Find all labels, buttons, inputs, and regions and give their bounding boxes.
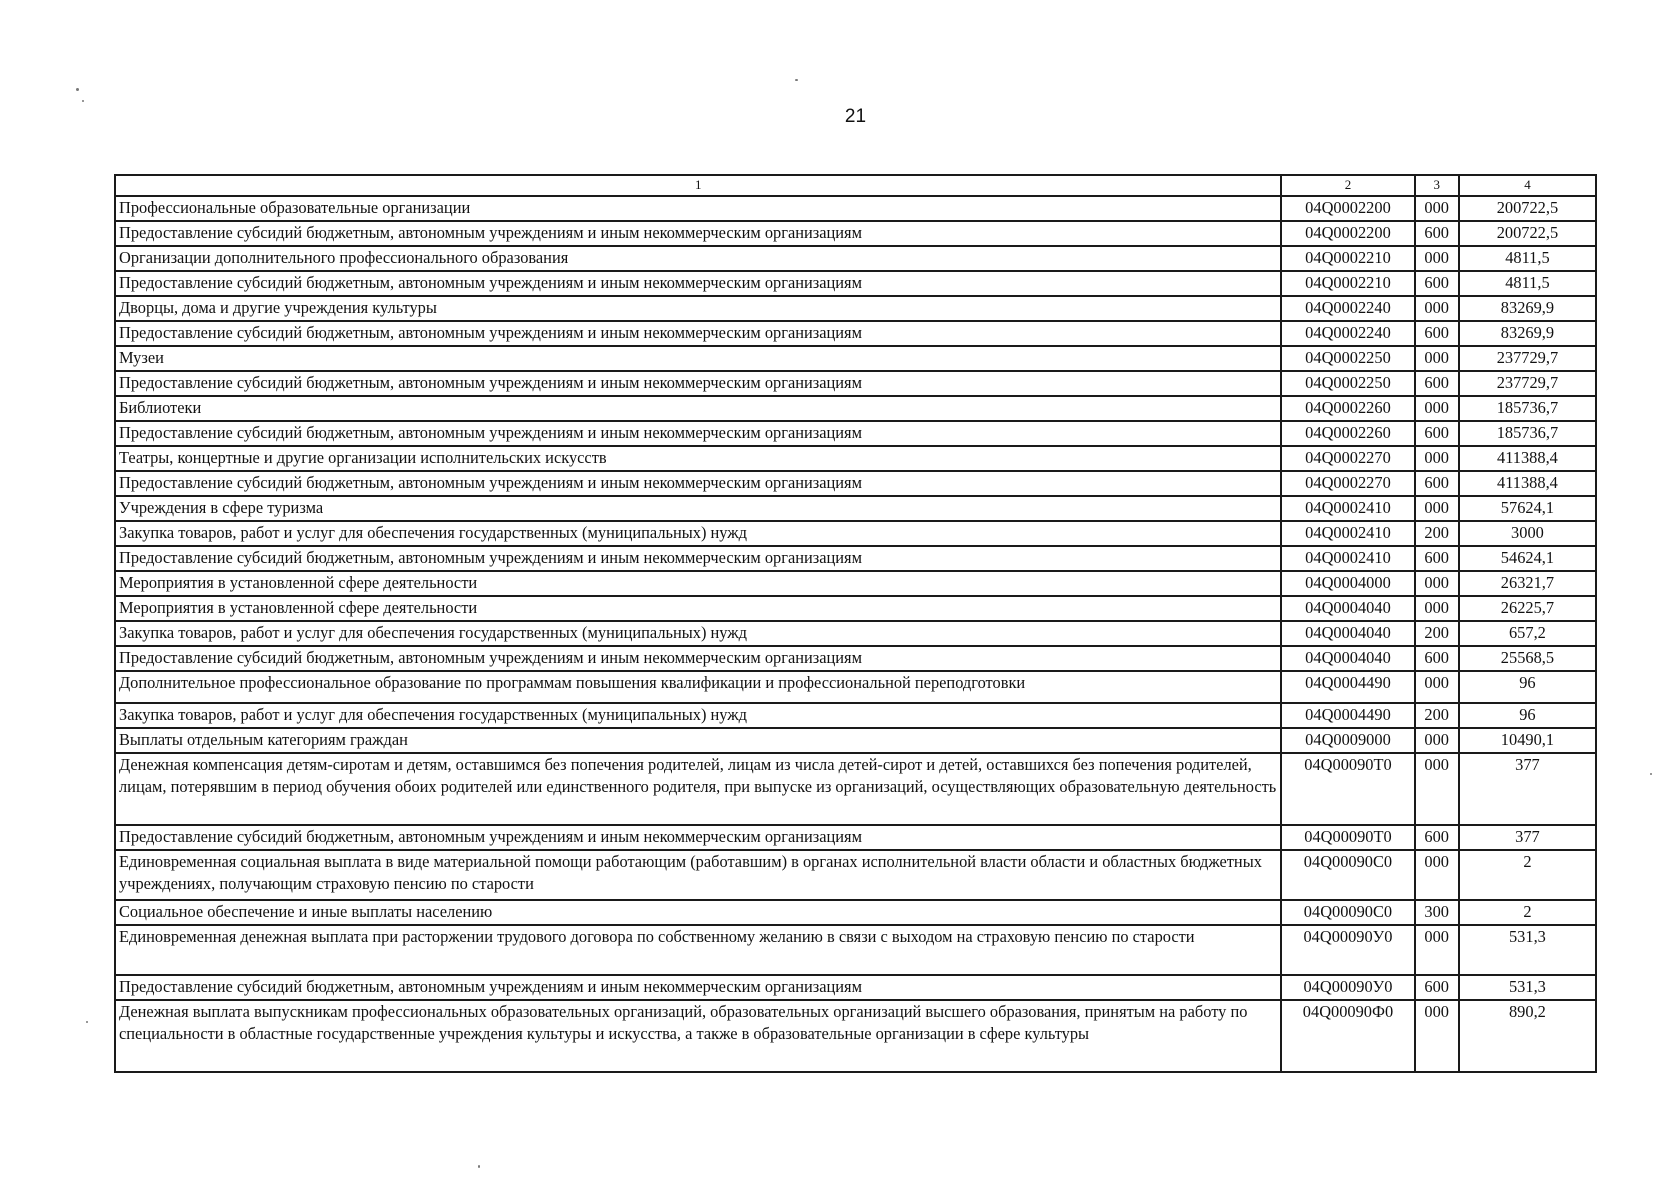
row-name-cell: Денежная выплата выпускникам профессиональных образовательных организаций, образовательных организаций высшего образования, принятым на работу по специальности в областные государственные учреждения культуры и искусства, а также в образовательные организации в сфере культуры: [115, 1000, 1281, 1072]
row-name-cell: Предоставление субсидий бюджетным, автономным учреждениям и иным некоммерческим организациям: [115, 371, 1281, 396]
row-code-cell: 04Q0002250: [1281, 346, 1414, 371]
header-cell: 3: [1415, 175, 1459, 196]
row-type-cell: 000: [1415, 596, 1459, 621]
row-code-cell: 04Q00090У0: [1281, 925, 1414, 975]
row-code-cell: 04Q0002410: [1281, 546, 1414, 571]
row-amount-cell: 200722,5: [1459, 221, 1596, 246]
header-cell: 4: [1459, 175, 1596, 196]
row-name-cell: Предоставление субсидий бюджетным, автономным учреждениям и иным некоммерческим организациям: [115, 646, 1281, 671]
row-type-cell: 200: [1415, 703, 1459, 728]
row-amount-cell: 237729,7: [1459, 371, 1596, 396]
row-name-cell: Предоставление субсидий бюджетным, автономным учреждениям и иным некоммерческим организациям: [115, 471, 1281, 496]
table-row: [115, 271, 1596, 296]
row-code-cell: 04Q0002250: [1281, 371, 1414, 396]
row-amount-cell: 54624,1: [1459, 546, 1596, 571]
row-type-cell: 000: [1415, 571, 1459, 596]
row-amount-cell: 185736,7: [1459, 396, 1596, 421]
row-code-cell: 04Q00090С0: [1281, 900, 1414, 925]
row-code-cell: 04Q0002260: [1281, 396, 1414, 421]
row-type-cell: 000: [1415, 1000, 1459, 1072]
header-cell: 2: [1281, 175, 1414, 196]
row-amount-cell: 3000: [1459, 521, 1596, 546]
table-row: [115, 346, 1596, 371]
row-code-cell: 04Q0002200: [1281, 196, 1414, 221]
row-type-cell: 600: [1415, 825, 1459, 850]
row-name-cell: Закупка товаров, работ и услуг для обеспечения государственных (муниципальных) нужд: [115, 521, 1281, 546]
table-row: [115, 496, 1596, 521]
row-amount-cell: 26321,7: [1459, 571, 1596, 596]
table-row: [115, 296, 1596, 321]
row-amount-cell: 237729,7: [1459, 346, 1596, 371]
row-code-cell: 04Q0004040: [1281, 621, 1414, 646]
table-row: [115, 621, 1596, 646]
row-amount-cell: 96: [1459, 703, 1596, 728]
row-code-cell: 04Q00090Т0: [1281, 753, 1414, 825]
row-name-cell: Музеи: [115, 346, 1281, 371]
row-type-cell: 600: [1415, 221, 1459, 246]
row-amount-cell: 96: [1459, 671, 1596, 703]
row-code-cell: 04Q0002240: [1281, 296, 1414, 321]
row-name-cell: Профессиональные образовательные организации: [115, 196, 1281, 221]
row-code-cell: 04Q0004040: [1281, 646, 1414, 671]
row-type-cell: 000: [1415, 496, 1459, 521]
row-name-cell: Предоставление субсидий бюджетным, автономным учреждениям и иным некоммерческим организациям: [115, 975, 1281, 1000]
row-type-cell: 600: [1415, 421, 1459, 446]
row-name-cell: Учреждения в сфере туризма: [115, 496, 1281, 521]
row-name-cell: Единовременная денежная выплата при расторжении трудового договора по собственному желанию в связи с выходом на страховую пенсию по старости: [115, 925, 1281, 975]
table-row: [115, 246, 1596, 271]
row-type-cell: 600: [1415, 321, 1459, 346]
row-name-cell: Предоставление субсидий бюджетным, автономным учреждениям и иным некоммерческим организациям: [115, 221, 1281, 246]
row-amount-cell: 25568,5: [1459, 646, 1596, 671]
row-code-cell: 04Q0004040: [1281, 596, 1414, 621]
table-row: [115, 646, 1596, 671]
row-amount-cell: 531,3: [1459, 925, 1596, 975]
table-row: [115, 546, 1596, 571]
row-code-cell: 04Q0002260: [1281, 421, 1414, 446]
row-amount-cell: 83269,9: [1459, 296, 1596, 321]
row-amount-cell: 657,2: [1459, 621, 1596, 646]
header-row: [115, 175, 1596, 196]
row-type-cell: 600: [1415, 371, 1459, 396]
row-type-cell: 000: [1415, 753, 1459, 825]
row-amount-cell: 26225,7: [1459, 596, 1596, 621]
scan-speck: [86, 1021, 88, 1023]
row-name-cell: Театры, концертные и другие организации исполнительских искусств: [115, 446, 1281, 471]
row-type-cell: 000: [1415, 296, 1459, 321]
row-type-cell: 600: [1415, 471, 1459, 496]
row-amount-cell: 10490,1: [1459, 728, 1596, 753]
row-name-cell: Дворцы, дома и другие учреждения культуры: [115, 296, 1281, 321]
row-amount-cell: 377: [1459, 753, 1596, 825]
scan-speck: [478, 1165, 480, 1168]
row-type-cell: 600: [1415, 646, 1459, 671]
row-type-cell: 600: [1415, 546, 1459, 571]
row-type-cell: 000: [1415, 671, 1459, 703]
row-code-cell: 04Q0002410: [1281, 496, 1414, 521]
row-amount-cell: 57624,1: [1459, 496, 1596, 521]
row-type-cell: 600: [1415, 271, 1459, 296]
table-row: [115, 196, 1596, 221]
scan-speck: [82, 100, 84, 102]
row-name-cell: Предоставление субсидий бюджетным, автономным учреждениям и иным некоммерческим организациям: [115, 271, 1281, 296]
row-code-cell: 04Q00090С0: [1281, 850, 1414, 900]
table-row: [115, 850, 1596, 900]
header-cell: 1: [115, 175, 1281, 196]
row-name-cell: Предоставление субсидий бюджетным, автономным учреждениям и иным некоммерческим организациям: [115, 321, 1281, 346]
table-row: [115, 1000, 1596, 1072]
row-type-cell: 200: [1415, 621, 1459, 646]
table-row: [115, 396, 1596, 421]
row-code-cell: 04Q0004000: [1281, 571, 1414, 596]
row-amount-cell: 2: [1459, 900, 1596, 925]
row-name-cell: Социальное обеспечение и иные выплаты населению: [115, 900, 1281, 925]
scan-speck: [795, 79, 798, 81]
row-name-cell: Мероприятия в установленной сфере деятельности: [115, 596, 1281, 621]
row-type-cell: 000: [1415, 925, 1459, 975]
row-type-cell: 000: [1415, 396, 1459, 421]
row-type-cell: 000: [1415, 728, 1459, 753]
row-type-cell: 000: [1415, 850, 1459, 900]
table-row: [115, 521, 1596, 546]
row-code-cell: 04Q0004490: [1281, 703, 1414, 728]
row-code-cell: 04Q0002270: [1281, 446, 1414, 471]
row-name-cell: Предоставление субсидий бюджетным, автономным учреждениям и иным некоммерческим организациям: [115, 825, 1281, 850]
row-name-cell: Мероприятия в установленной сфере деятельности: [115, 571, 1281, 596]
row-amount-cell: 200722,5: [1459, 196, 1596, 221]
table-row: [115, 471, 1596, 496]
row-code-cell: 04Q0002410: [1281, 521, 1414, 546]
row-code-cell: 04Q00090Ф0: [1281, 1000, 1414, 1072]
row-name-cell: Закупка товаров, работ и услуг для обеспечения государственных (муниципальных) нужд: [115, 621, 1281, 646]
row-code-cell: 04Q0004490: [1281, 671, 1414, 703]
row-name-cell: Библиотеки: [115, 396, 1281, 421]
table-row: [115, 321, 1596, 346]
row-type-cell: 000: [1415, 346, 1459, 371]
row-name-cell: Предоставление субсидий бюджетным, автономным учреждениям и иным некоммерческим организациям: [115, 421, 1281, 446]
row-code-cell: 04Q0002210: [1281, 246, 1414, 271]
table-row: [115, 975, 1596, 1000]
row-type-cell: 200: [1415, 521, 1459, 546]
row-name-cell: Предоставление субсидий бюджетным, автономным учреждениям и иным некоммерческим организациям: [115, 546, 1281, 571]
budget-table: [114, 174, 1597, 1073]
row-amount-cell: 2: [1459, 850, 1596, 900]
table-row: [115, 371, 1596, 396]
table-row: [115, 703, 1596, 728]
table-row: [115, 571, 1596, 596]
row-code-cell: 04Q0002240: [1281, 321, 1414, 346]
row-name-cell: Выплаты отдельным категориям граждан: [115, 728, 1281, 753]
row-amount-cell: 531,3: [1459, 975, 1596, 1000]
row-amount-cell: 411388,4: [1459, 471, 1596, 496]
row-name-cell: Организации дополнительного профессионального образования: [115, 246, 1281, 271]
row-type-cell: 000: [1415, 246, 1459, 271]
row-code-cell: 04Q0002200: [1281, 221, 1414, 246]
row-amount-cell: 4811,5: [1459, 271, 1596, 296]
row-code-cell: 04Q00090Т0: [1281, 825, 1414, 850]
row-type-cell: 000: [1415, 196, 1459, 221]
row-name-cell: Дополнительное профессиональное образование по программам повышения квалификации и профессиональной переподготовки: [115, 671, 1281, 703]
row-amount-cell: 4811,5: [1459, 246, 1596, 271]
table-row: [115, 728, 1596, 753]
page-number: 21: [844, 106, 867, 127]
row-amount-cell: 185736,7: [1459, 421, 1596, 446]
table-row: [115, 596, 1596, 621]
row-type-cell: 300: [1415, 900, 1459, 925]
table-row: [115, 221, 1596, 246]
row-code-cell: 04Q0002270: [1281, 471, 1414, 496]
row-type-cell: 000: [1415, 446, 1459, 471]
table-row: [115, 671, 1596, 703]
row-amount-cell: 377: [1459, 825, 1596, 850]
table-row: [115, 825, 1596, 850]
table-row: [115, 421, 1596, 446]
row-code-cell: 04Q00090У0: [1281, 975, 1414, 1000]
row-type-cell: 600: [1415, 975, 1459, 1000]
row-code-cell: 04Q0002210: [1281, 271, 1414, 296]
scan-speck: [76, 88, 79, 91]
row-amount-cell: 83269,9: [1459, 321, 1596, 346]
table-row: [115, 900, 1596, 925]
row-name-cell: Закупка товаров, работ и услуг для обеспечения государственных (муниципальных) нужд: [115, 703, 1281, 728]
scan-speck: [1650, 773, 1652, 775]
row-amount-cell: 890,2: [1459, 1000, 1596, 1072]
row-name-cell: Единовременная социальная выплата в виде материальной помощи работающим (работавшим) в органах исполнительной власти области и областных бюджетных учреждениях, получающим страховую пенсию по старости: [115, 850, 1281, 900]
row-amount-cell: 411388,4: [1459, 446, 1596, 471]
table-row: [115, 753, 1596, 825]
table-row: [115, 925, 1596, 975]
table-row: [115, 446, 1596, 471]
row-code-cell: 04Q0009000: [1281, 728, 1414, 753]
row-name-cell: Денежная компенсация детям-сиротам и детям, оставшимся без попечения родителей, лицам из числа детей-сирот и детей, оставшихся без попечения родителей, лицам, потерявшим в период обучения обоих родителей или единственного родителя, при выпуске из организаций, осуществляющих образовательную деятельность: [115, 753, 1281, 825]
